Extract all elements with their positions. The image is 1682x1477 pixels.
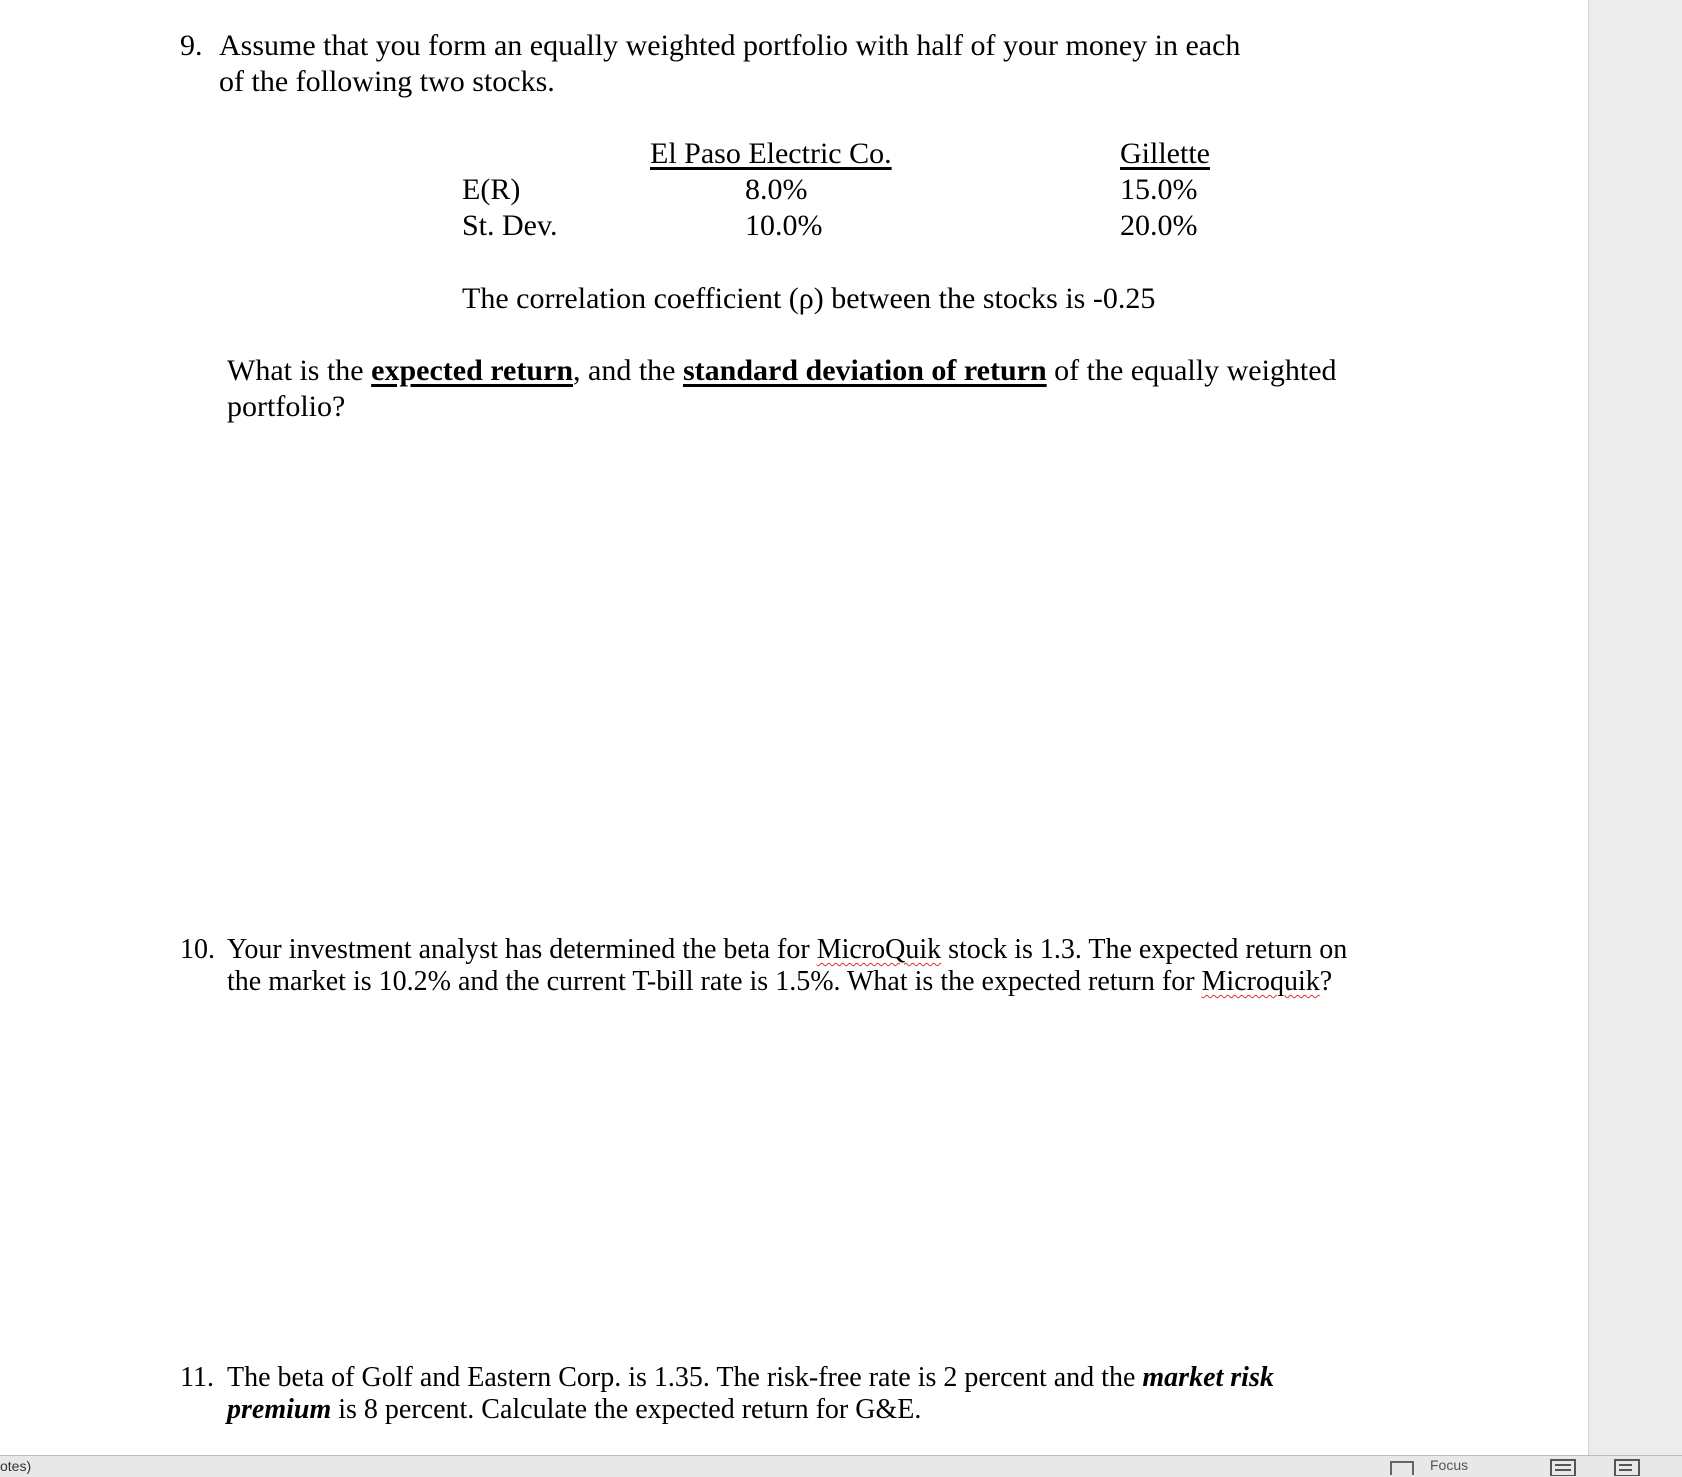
table-cell-el-paso-er: 8.0% — [745, 173, 808, 206]
q11-text-a: The beta of Golf and Eastern Corp. is 1.35. The risk-free rate is 2 percent and the — [227, 1362, 1143, 1393]
status-bar — [0, 1455, 1682, 1477]
q10-text-b: stock is 1.3. The expected return on — [941, 934, 1348, 965]
table-header-el-paso: El Paso Electric Co. — [650, 137, 892, 170]
q9-expected-return-emphasis: expected return — [371, 354, 574, 387]
q10-text-a: Your investment analyst has determined the beta for — [227, 934, 817, 965]
print-layout-view-button[interactable] — [1548, 1458, 1578, 1476]
spelling-flag-microquik[interactable]: MicroQuik — [816, 934, 942, 965]
q9-question-line1 — [227, 353, 1337, 389]
q9-question-text-c: of the equally weighted — [1046, 354, 1337, 387]
focus-label: Focus — [1430, 1457, 1469, 1473]
web-layout-icon — [1612, 1458, 1642, 1476]
q10-text-c: the market is 10.2% and the current T-bill rate is 1.5%. What is the expected return for — [227, 966, 1202, 997]
q9-line1: Assume that you form an equally weighted portfolio with half of your money in each — [219, 29, 1241, 62]
q10-line2 — [227, 964, 1332, 1000]
table-header-gillette: Gillette — [1120, 137, 1210, 170]
q11-market-risk-emphasis: market risk — [1142, 1362, 1274, 1393]
q9-question-line2: portfolio? — [227, 390, 346, 423]
q9-standard-deviation-emphasis: standard deviation of return — [683, 354, 1047, 387]
web-layout-view-button[interactable] — [1612, 1458, 1642, 1476]
q9-line2: of the following two stocks. — [219, 65, 555, 98]
print-layout-icon — [1548, 1458, 1578, 1476]
q10-line1 — [227, 932, 1347, 968]
q11-line1 — [227, 1360, 1274, 1396]
focus-mode-button[interactable] — [1390, 1459, 1540, 1473]
table-row-label-stdev: St. Dev. — [462, 209, 558, 242]
status-notes-text: otes) — [0, 1458, 32, 1474]
q11-text-b: is 8 percent. Calculate the expected return for G&E. — [331, 1394, 922, 1425]
table-row-label-er: E(R) — [462, 173, 521, 206]
q9-question-text-a: What is the — [227, 354, 372, 387]
spelling-flag-microquik-2[interactable]: Microquik — [1201, 966, 1320, 997]
focus-icon — [1390, 1461, 1414, 1475]
q11-number: 11. — [180, 1362, 214, 1393]
q11-premium-emphasis: premium — [227, 1394, 332, 1425]
table-cell-gillette-stdev: 20.0% — [1120, 209, 1198, 242]
vertical-scrollbar[interactable] — [1588, 0, 1682, 1455]
q10-number: 10. — [180, 934, 215, 965]
q9-number: 9. — [180, 29, 203, 62]
q9-question-text-b: , and the — [573, 354, 683, 387]
q9-correlation: The correlation coefficient (ρ) between the stocks is -0.25 — [462, 282, 1156, 315]
q11-line2 — [227, 1392, 921, 1428]
table-cell-el-paso-stdev: 10.0% — [745, 209, 823, 242]
table-cell-gillette-er: 15.0% — [1120, 173, 1198, 206]
q10-text-d: ? — [1319, 966, 1333, 997]
